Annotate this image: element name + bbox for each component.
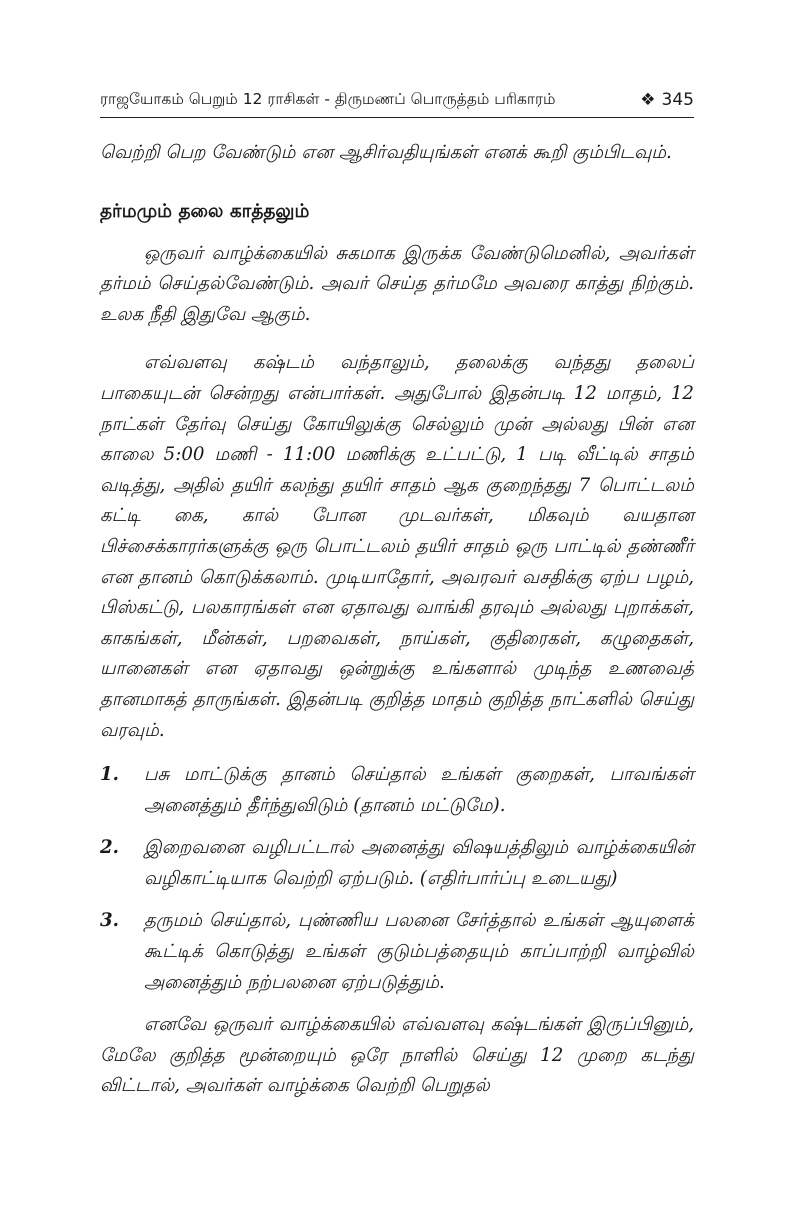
list-item-text: இறைவனை வழிபட்டால் அனைத்து விஷயத்திலும் வாழ்க்கையின் வழிகாட்டியாக வெற்றி ஏற்படும். (எதிர்பார்ப்பு உடையது) — [144, 837, 694, 889]
list-item — [100, 833, 694, 894]
list-item-text: தருமம் செய்தால், புண்ணிய பலனை சேர்த்தால் உங்கள் ஆயுளைக் கூட்டிக் கொடுத்து உங்கள் குடும்பத்தையும் காப்பாற்றி வாழ்வில் அனைத்தும் நற்பலனை ஏற்படுத்தும். — [144, 910, 694, 993]
paragraph-1: ஒருவர் வாழ்க்கையில் சுகமாக இருக்க வேண்டுமெனில், அவர்கள் தர்மம் செய்தல்வேண்டும். அவர் செய்த தர்மமே அவரை காத்து நிற்கும். உலக நீதி இதுவே ஆகும். — [100, 242, 694, 325]
running-header — [100, 82, 694, 116]
page-body — [100, 138, 694, 1102]
running-header-title: ராஜயோகம் பெறும் 12 ராசிகள் - திருமணப் பொருத்தம் பரிகாரம் — [100, 90, 556, 108]
list-item-number: 2. — [100, 837, 119, 859]
section-heading: தர்மமும் தலை காத்தலும் — [100, 200, 310, 222]
list-item — [100, 760, 694, 821]
page-number: 345 — [661, 90, 694, 110]
page-number-group — [640, 90, 694, 110]
list-item — [100, 906, 694, 998]
numbered-list — [100, 760, 694, 998]
list-item-number: 3. — [100, 910, 119, 932]
list-item-number: 1. — [100, 764, 119, 786]
paragraph-2: எவ்வளவு கஷ்டம் வந்தாலும், தலைக்கு வந்தது தலைப் பாகையுடன் சென்றது என்பார்கள். அதுபோல் இதன்படி 12 மாதம், 12 நாட்கள் தேர்வு செய்து கோயிலுக்கு செல்லும் முன் அல்லது பின் என காலை 5:00 மணி - 11:00 மணிக்கு உட்பட்டு, 1 படி வீட்டில் சாதம் வடித்து, அதில் தயிர் கலந்து தயிர் சாதம் ஆக குறைந்தது 7 பொட்டலம் கட்டி கை, கால் போன முடவர்கள், மிகவும் வயதான பிச்சைக்காரர்களுக்கு ஒரு பொட்டலம் தயிர் சாதம் ஒரு பாட்டில் தண்ணீர் என தானம் கொடுக்கலாம். முடியாதோர், அவரவர் வசதிக்கு ஏற்ப பழம், பிஸ்கட்டு, பலகாரங்கள் என ஏதாவது வாங்கி தரவும் அல்லது புறாக்கள், காகங்கள், மீன்கள், பறவைகள், நாய்கள், குதிரைகள், கழுதைகள், யானைகள் என ஏதாவது ஒன்றுக்கு உங்களால் முடிந்த உணவைத் தானமாகத் தாருங்கள். இதன்படி குறித்த மாதம் குறித்த நாட்களில் செய்து வரவும். — [100, 352, 694, 741]
diamond-ornament-icon: ❖ — [640, 90, 656, 110]
continuation-paragraph: வெற்றி பெற வேண்டும் என ஆசிர்வதியுங்கள் எனக் கூறி கும்பிடவும். — [100, 142, 672, 163]
list-item-text: பசு மாட்டுக்கு தானம் செய்தால் உங்கள் குறைகள், பாவங்கள் அனைத்தும் தீர்ந்துவிடும் (தானம் மட்டுமே). — [144, 764, 694, 816]
paragraph-3: எனவே ஒருவர் வாழ்க்கையில் எவ்வளவு கஷ்டங்கள் இருப்பினும், மேலே குறித்த மூன்றையும் ஒரே நாளில் செய்து 12 முறை கடந்து விட்டால், அவர்கள் வாழ்க்கை வெற்றி பெறுதல் — [100, 1014, 694, 1097]
header-rule — [100, 117, 694, 118]
